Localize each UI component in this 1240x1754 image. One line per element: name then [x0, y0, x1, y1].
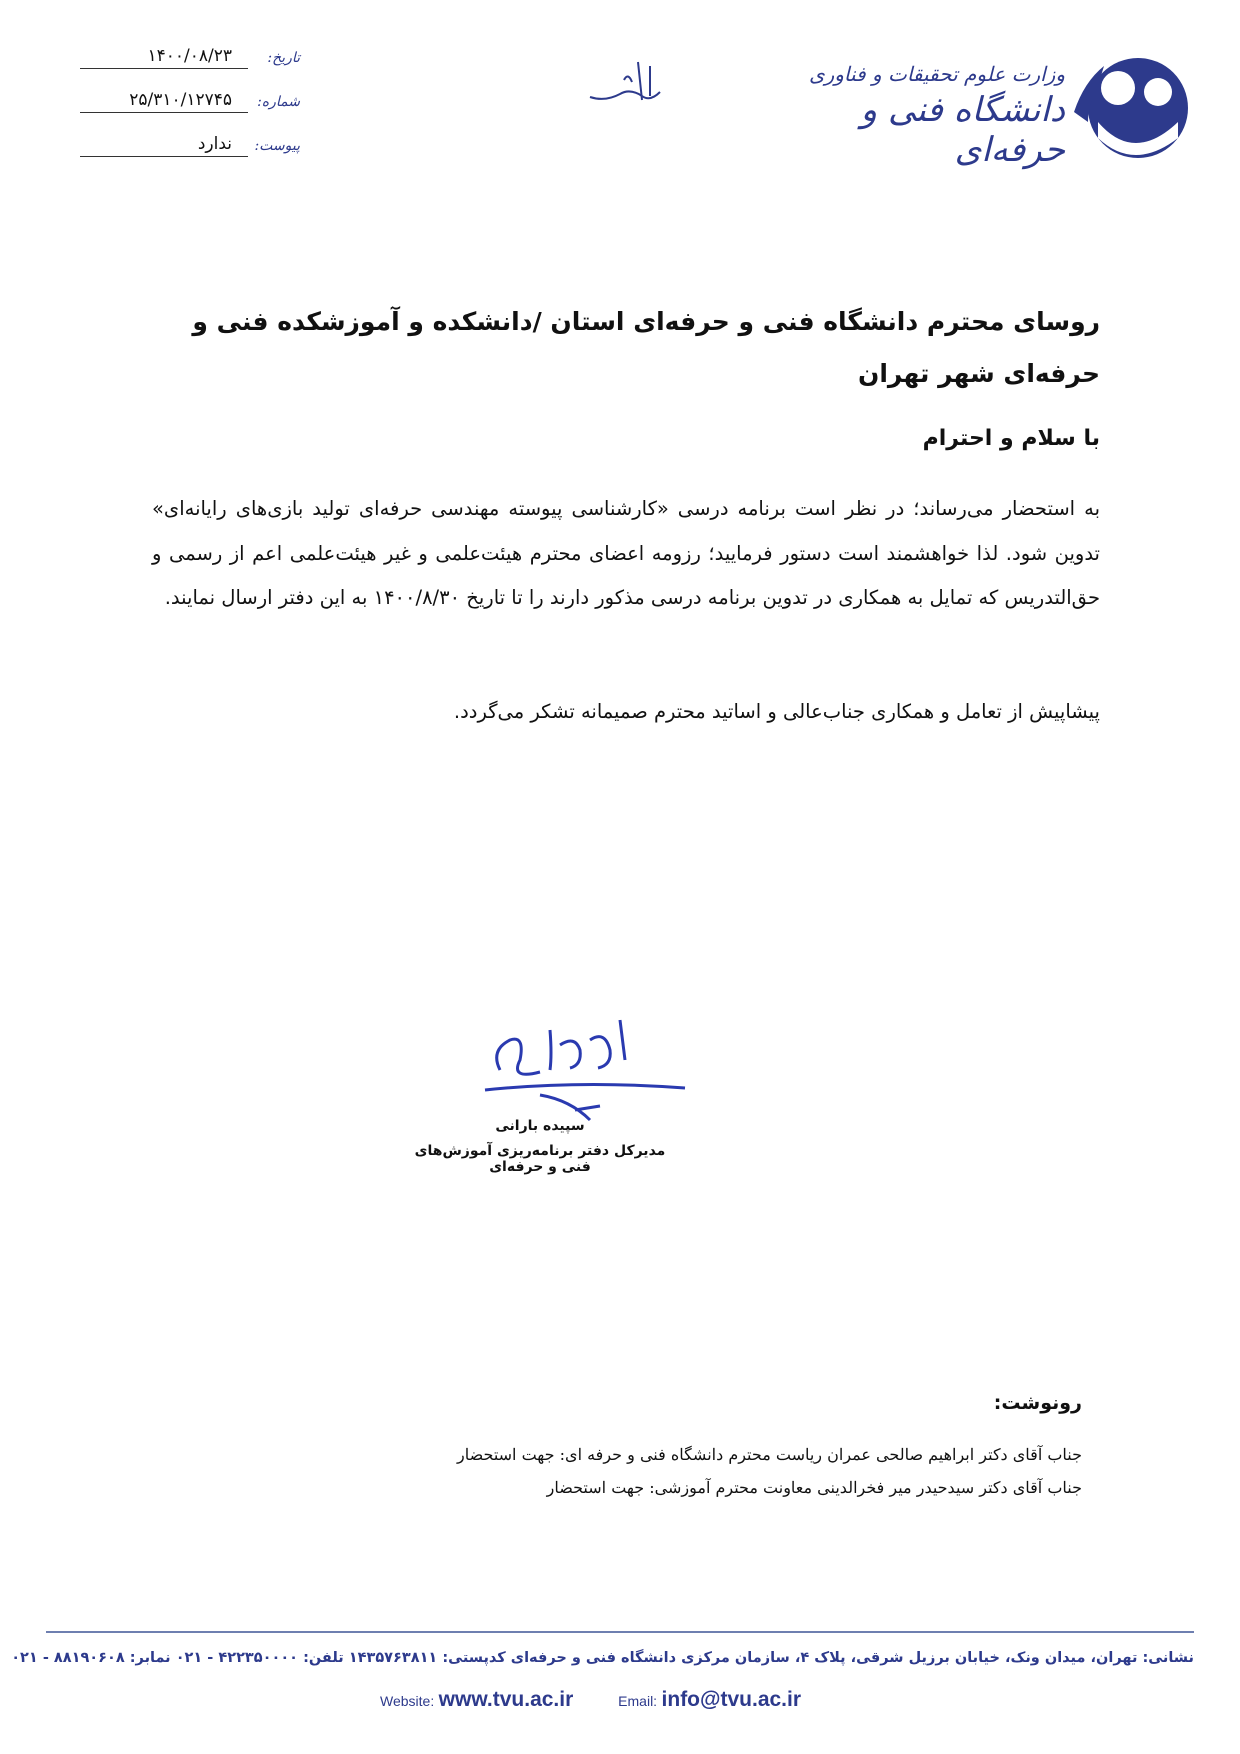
signer-name: سپیده بارانی — [495, 1118, 585, 1134]
attachment-label: پیوست: — [254, 138, 300, 154]
footer-address: نشانی: تهران، میدان ونک، خیابان برزیل شرقی، پلاک ۴، سازمان مرکزی دانشگاه فنی و حرفه‌ای کدپستی: ۱۴۳۵۷۶۳۸۱۱ تلفن: ۴۲۲۳۵۰۰۰۰ - ۰۲۱ نمابر: ۸۸۱۹۰۶۰۸ - ۰۲۱ — [11, 1650, 1194, 1666]
body-paragraph: به استحضار می‌رساند؛ در نظر است برنامه درسی «کارشناسی پیوسته مهندسی حرفه‌ای تولید بازی‌های رایانه‌ای» تدوین شود. لذا خواهشمند است دستور فرمایید؛ رزومه اعضای محترم هیئت‌علمی و غیر هیئت‌علمی اعم از رسمی و حق‌التدریس که تمایل به همکاری در تدوین برنامه درسی مذکور دارند را تا تاریخ ۱۴۰۰/۸/۳۰ به این دفتر ارسال نمایند. — [152, 497, 1100, 609]
attachment-field — [80, 134, 300, 164]
date-label: تاریخ: — [267, 50, 300, 66]
motto-calligraphy — [580, 52, 670, 122]
university-name — [805, 62, 1065, 170]
addressee: روسای محترم دانشگاه فنی و حرفه‌ای استان /دانشکده و آموزشکده فنی و حرفه‌ای شهر تهران — [192, 307, 1100, 388]
university-logo — [1074, 52, 1192, 170]
number-label: شماره: — [257, 94, 300, 110]
website-label: Website: — [380, 1693, 435, 1709]
number-field — [80, 90, 300, 120]
cc-title: رونوشت: — [993, 1392, 1082, 1414]
date-value: ۱۴۰۰/۰۸/۲۳ — [143, 46, 236, 66]
greeting: با سلام و احترام — [922, 426, 1100, 451]
ministry-name: وزارت علوم تحقیقات و فناوری — [808, 62, 1065, 86]
email-link[interactable]: info@tvu.ac.ir — [661, 1688, 802, 1711]
date-line — [80, 68, 248, 69]
footer-contacts — [380, 1688, 900, 1718]
website-link[interactable]: www.tvu.ac.ir — [438, 1688, 574, 1711]
attachment-line — [80, 156, 248, 157]
date-field — [80, 46, 300, 76]
number-line — [80, 112, 248, 113]
cc-item: جناب آقای دکتر ابراهیم صالحی عمران ریاست محترم دانشگاه فنی و حرفه ای: جهت استحضار — [457, 1445, 1082, 1464]
number-value: ۲۵/۳۱۰/۱۲۷۴۵ — [125, 90, 236, 110]
attachment-value: ندارد — [194, 134, 236, 154]
signer-title: مدیرکل دفتر برنامه‌ریزی آموزش‌های فنی و حرفه‌ای — [414, 1143, 666, 1175]
signature-icon — [480, 1010, 690, 1130]
thanks-line: پیشاپیش از تعامل و همکاری جناب‌عالی و اساتید محترم صمیمانه تشکر می‌گردد. — [453, 700, 1100, 723]
motto-text: باسمه تعالی — [625, 118, 631, 119]
cc-item: جناب آقای دکتر سیدحیدر میر فخرالدینی معاونت محترم آموزشی: جهت استحضار — [546, 1478, 1082, 1497]
email-label: Email: — [618, 1693, 658, 1709]
university-title: دانشگاه فنی و حرفه‌ای — [860, 90, 1065, 170]
footer-divider — [46, 1631, 1194, 1633]
